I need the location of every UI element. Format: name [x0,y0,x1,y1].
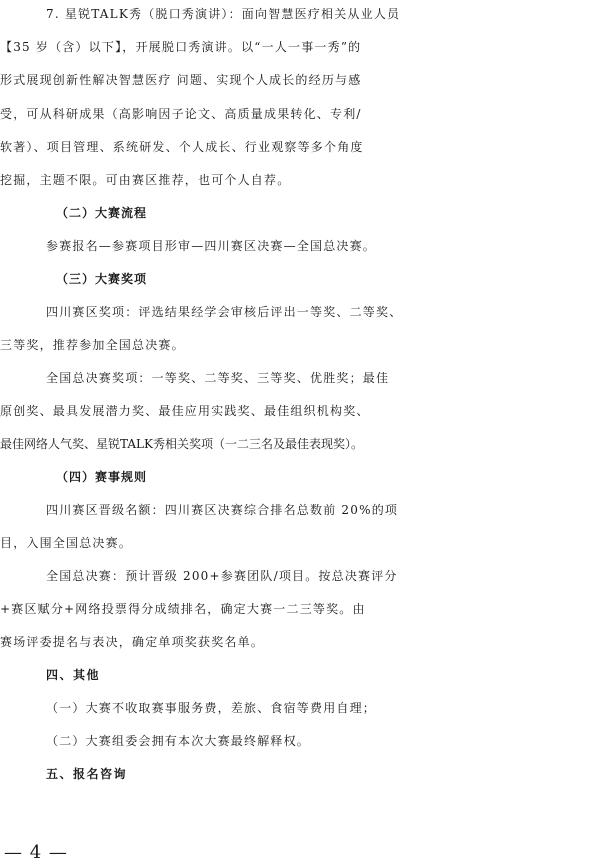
paragraph-line: 最佳网络人气奖、星锐TALK秀相关奖项（一二三名及最佳表现奖）。 [0,437,363,451]
paragraph-line: 参赛报名—参赛项目形审—四川赛区决赛—全国总决赛。 [46,239,377,253]
paragraph-line: 目，入围全国总决赛。 [0,536,133,550]
paragraph-line: 【35 岁（含）以下】，开展脱口秀演讲。以“一人一事一秀”的 [0,40,362,54]
subsection-heading: （二）大赛流程 [56,206,148,220]
paragraph-line: 形式展现创新性解决智慧医疗 问题、实现个人成长的经历与感 [0,73,362,87]
paragraph-line: 四川赛区晋级名额：四川赛区决赛综合排名总数前 20%的项 [46,503,399,517]
section-heading: 四、其他 [46,668,101,682]
paragraph-line: 四川赛区奖项：评选结果经学会审核后评出一等奖、二等奖、 [46,305,403,319]
paragraph-line: 7. 星锐TALK秀（脱口秀演讲）：面向智慧医疗相关从业人员 [46,7,401,21]
paragraph-line: 三等奖，推荐参加全国总决赛。 [0,338,185,352]
paragraph-line: （一）大赛不收取赛事服务费，差旅、食宿等费用自理； [46,701,377,715]
page-number: — 4 — [4,842,68,863]
subsection-heading: （四）赛事规则 [56,470,148,484]
paragraph-line: 全国总决赛：预计晋级 200+参赛团队/项目。按总决赛评分 [46,569,398,583]
paragraph-line: +赛区赋分+网络投票得分成绩排名，确定大赛一二三等奖。由 [0,602,366,616]
paragraph-line: （二）大赛组委会拥有本次大赛最终解释权。 [46,734,311,748]
paragraph-line: 挖掘，主题不限。可由赛区推荐，也可个人自荐。 [0,173,291,187]
paragraph-line: 受，可从科研成果（高影响因子论文、高质量成果转化、专利/ [0,107,362,121]
paragraph-line: 赛场评委提名与表决，确定单项奖获奖名单。 [0,635,265,649]
subsection-heading: （三）大赛奖项 [56,272,148,286]
paragraph-line: 原创奖、最具发展潜力奖、最佳应用实践奖、最佳组织机构奖、 [0,404,370,418]
paragraph-line: 软著）、项目管理、系统研发、个人成长、行业观察等多个角度 [0,140,364,154]
paragraph-line: 全国总决赛奖项：一等奖、二等奖、三等奖、优胜奖；最佳 [46,371,390,385]
section-heading: 五、报名咨询 [46,767,128,781]
